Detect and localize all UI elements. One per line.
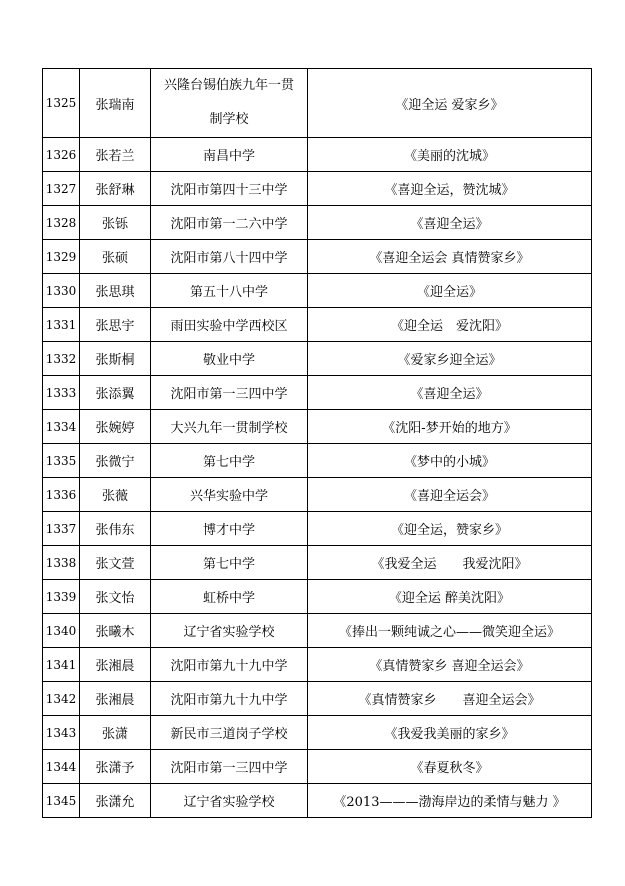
- entry-title: 《真情赞家乡 喜迎全运会》: [308, 682, 592, 716]
- table-row: [43, 784, 592, 818]
- entry-title: 《喜迎全运会》: [308, 478, 592, 512]
- entry-name: 张湘晨: [80, 682, 151, 716]
- entry-school: 新民市三道岗子学校: [151, 716, 308, 750]
- entry-name: 张思琪: [80, 274, 151, 308]
- entry-number: 1328: [43, 206, 80, 240]
- entry-number: 1342: [43, 682, 80, 716]
- entry-title: 《梦中的小城》: [308, 444, 592, 478]
- entry-title: 《2013———渤海岸边的柔情与魅力 》: [308, 784, 592, 818]
- entry-number: 1327: [43, 172, 80, 206]
- entry-table: [42, 68, 592, 818]
- entry-school: 辽宁省实验学校: [151, 614, 308, 648]
- entry-name: 张添翼: [80, 376, 151, 410]
- entry-title: 《迎全运 醉美沈阳》: [308, 580, 592, 614]
- entry-name: 张文怡: [80, 580, 151, 614]
- entry-school: 沈阳市第九十九中学: [151, 648, 308, 682]
- entry-name: 张微宁: [80, 444, 151, 478]
- table-row: [43, 69, 592, 138]
- entry-number: 1330: [43, 274, 80, 308]
- entry-number: 1325: [43, 69, 80, 138]
- entry-name: 张伟东: [80, 512, 151, 546]
- entry-name: 张薇: [80, 478, 151, 512]
- table-row: [43, 478, 592, 512]
- entry-school-line-2: 制学校: [209, 112, 249, 127]
- entry-number: 1335: [43, 444, 80, 478]
- entry-title: 《我爱全运 我爱沈阳》: [308, 546, 592, 580]
- entry-title: 《捧出一颗纯诚之心——微笑迎全运》: [308, 614, 592, 648]
- entry-school-line-1: 兴隆台锡伯族九年一贯: [163, 78, 294, 93]
- entry-title: 《沈阳-梦开始的地方》: [308, 410, 592, 444]
- entry-number: 1336: [43, 478, 80, 512]
- table-row: [43, 716, 592, 750]
- table-row: [43, 750, 592, 784]
- entry-title: 《迎全运》: [308, 274, 592, 308]
- entry-name: 张斯桐: [80, 342, 151, 376]
- entry-school: 沈阳市第一二六中学: [151, 206, 308, 240]
- entry-number: 1329: [43, 240, 80, 274]
- entry-name: 张若兰: [80, 138, 151, 172]
- entry-number: 1343: [43, 716, 80, 750]
- entry-school: 第七中学: [151, 444, 308, 478]
- table-row: [43, 410, 592, 444]
- entry-title: 《喜迎全运会 真情赞家乡》: [308, 240, 592, 274]
- table-row: [43, 682, 592, 716]
- entry-number: 1340: [43, 614, 80, 648]
- entry-name: 张文萱: [80, 546, 151, 580]
- entry-number: 1339: [43, 580, 80, 614]
- entry-school: 雨田实验中学西校区: [151, 308, 308, 342]
- entry-school: 兴华实验中学: [151, 478, 308, 512]
- entry-name: 张舒琳: [80, 172, 151, 206]
- entry-title: 《迎全运 爱家乡》: [308, 69, 592, 138]
- entry-school: 沈阳市第一三四中学: [151, 750, 308, 784]
- entry-school: 虹桥中学: [151, 580, 308, 614]
- table-row: [43, 240, 592, 274]
- entry-school: 博才中学: [151, 512, 308, 546]
- entry-school: 第七中学: [151, 546, 308, 580]
- entry-name: 张硕: [80, 240, 151, 274]
- entry-number: 1345: [43, 784, 80, 818]
- table-row: [43, 172, 592, 206]
- entry-title: 《我爱我美丽的家乡》: [308, 716, 592, 750]
- entry-number: 1344: [43, 750, 80, 784]
- entry-title: 《真情赞家乡 喜迎全运会》: [308, 648, 592, 682]
- entry-title: 《春夏秋冬》: [308, 750, 592, 784]
- entry-title: 《喜迎全运》: [308, 376, 592, 410]
- entry-school: 大兴九年一贯制学校: [151, 410, 308, 444]
- entry-list-sheet: [42, 68, 592, 818]
- entry-number: 1334: [43, 410, 80, 444]
- entry-school: 沈阳市第九十九中学: [151, 682, 308, 716]
- entry-number: 1337: [43, 512, 80, 546]
- entry-name: 张瑞南: [80, 69, 151, 138]
- entry-number: 1332: [43, 342, 80, 376]
- entry-title: 《迎全运，赞家乡》: [308, 512, 592, 546]
- entry-school: 南昌中学: [151, 138, 308, 172]
- table-row: [43, 648, 592, 682]
- table-row: [43, 274, 592, 308]
- entry-number: 1326: [43, 138, 80, 172]
- entry-number: 1341: [43, 648, 80, 682]
- entry-school: 敬业中学: [151, 342, 308, 376]
- entry-name: 张铄: [80, 206, 151, 240]
- entry-name: 张湘晨: [80, 648, 151, 682]
- entry-name: 张潇允: [80, 784, 151, 818]
- entry-name: 张婉婷: [80, 410, 151, 444]
- table-row: [43, 512, 592, 546]
- entry-table-body: [43, 69, 592, 818]
- table-row: [43, 308, 592, 342]
- table-row: [43, 206, 592, 240]
- table-row: [43, 546, 592, 580]
- entry-title: 《迎全运 爱沈阳》: [308, 308, 592, 342]
- entry-title: 《喜迎全运，赞沈城》: [308, 172, 592, 206]
- entry-school: 沈阳市第八十四中学: [151, 240, 308, 274]
- table-row: [43, 342, 592, 376]
- table-row: [43, 444, 592, 478]
- entry-number: 1338: [43, 546, 80, 580]
- entry-name: 张曦木: [80, 614, 151, 648]
- entry-school: 沈阳市第四十三中学: [151, 172, 308, 206]
- table-row: [43, 580, 592, 614]
- table-row: [43, 376, 592, 410]
- entry-name: 张潇予: [80, 750, 151, 784]
- entry-title: 《喜迎全运》: [308, 206, 592, 240]
- entry-school: 沈阳市第一三四中学: [151, 376, 308, 410]
- entry-name: 张思宇: [80, 308, 151, 342]
- entry-name: 张潇: [80, 716, 151, 750]
- table-row: [43, 138, 592, 172]
- entry-number: 1331: [43, 308, 80, 342]
- entry-school: 第五十八中学: [151, 274, 308, 308]
- entry-number: 1333: [43, 376, 80, 410]
- entry-title: 《爱家乡迎全运》: [308, 342, 592, 376]
- table-row: [43, 614, 592, 648]
- entry-school: 辽宁省实验学校: [151, 784, 308, 818]
- entry-title: 《美丽的沈城》: [308, 138, 592, 172]
- entry-school: [151, 69, 308, 138]
